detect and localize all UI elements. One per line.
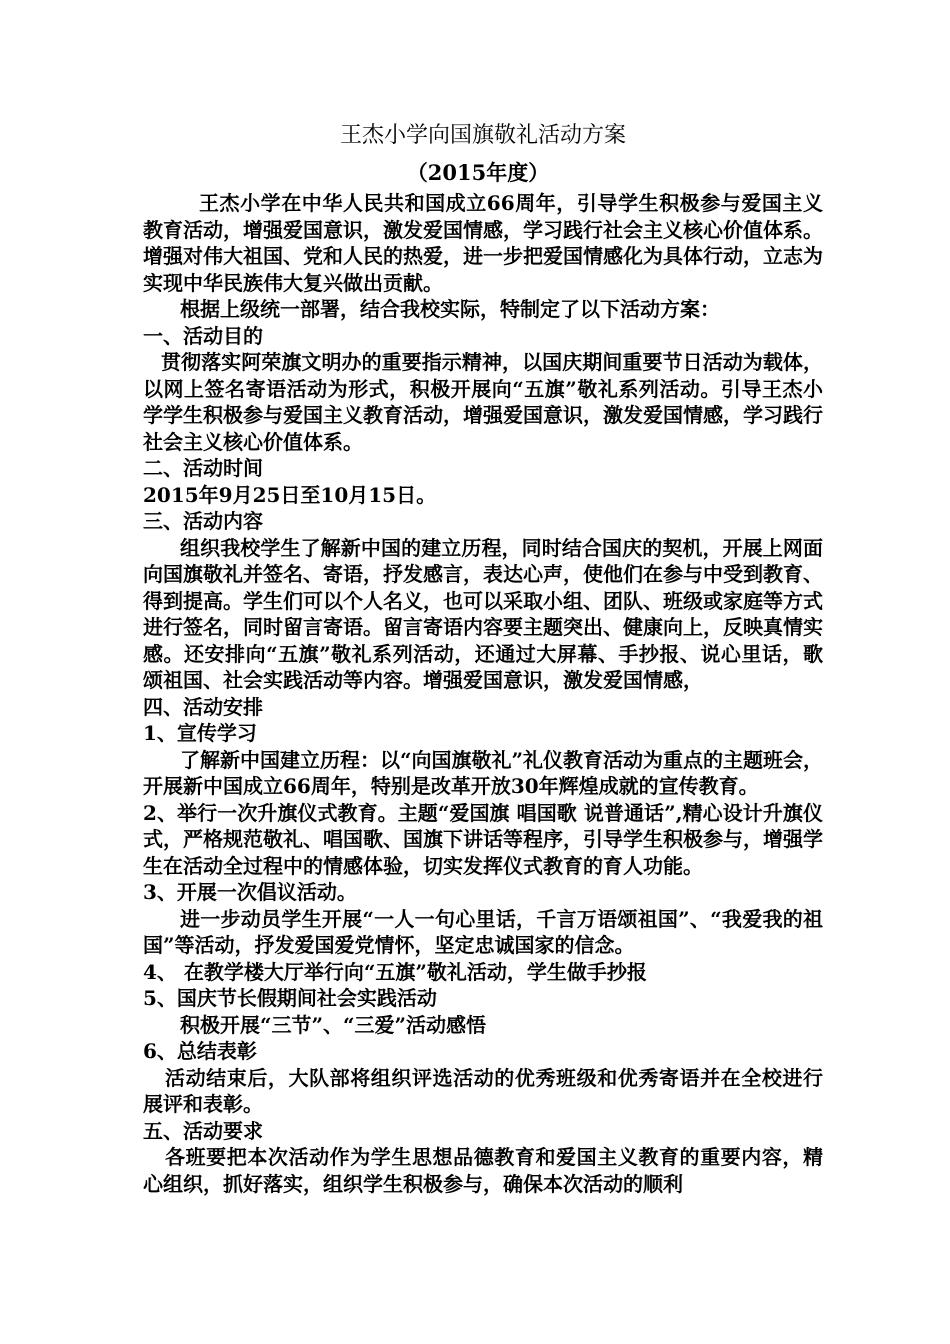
paragraph: 2、举行一次升旗仪式教育。主题“爱国旗 唱国歌 说普通话”,精心设计升旗仪式，严格规范敬礼、唱国歌、国旗下讲话等程序，引导学生积极参与，增强学生在活动全过程中的情感体验，切实发挥仪式教育的育人功能。 — [143, 800, 823, 878]
document-body — [143, 190, 823, 1197]
paragraph: 四、活动安排 — [143, 694, 263, 719]
paragraph: 6、总结表彰 — [143, 1039, 257, 1063]
paragraph: 积极开展“三节”、“三爱”活动感悟 — [180, 1012, 487, 1037]
paragraph: 5、国庆节长假期间社会实践活动 — [143, 986, 437, 1010]
document-page — [143, 118, 823, 1197]
paragraph: 五、活动要求 — [143, 1118, 263, 1143]
document-title: 王杰小学向国旗敬礼活动方案 — [339, 123, 626, 148]
paragraph: 组织我校学生了解新中国的建立历程，同时结合国庆的契机，开展上网面向国旗敬礼并签名、寄语，抒发感言，表达心声，使他们在参与中受到教育、得到提高。学生们可以个人名义，也可以采取小组、团队、班级或家庭等方式进行签名，同时留言寄语。留言寄语内容要主题突出、健康向上，反映真情实感。还安排向“五旗”敬礼系列活动，还通过大屏幕、手抄报、说心里话，歌颂祖国、社会实践活动等内容。增强爱国意识，激发爱国情感， — [143, 535, 823, 692]
paragraph: 一、活动目的 — [143, 323, 263, 348]
paragraph: 活动结束后，大队部将组织评选活动的优秀班级和优秀寄语并在全校进行展评和表彰。 — [143, 1065, 823, 1116]
paragraph: 二、活动时间 — [143, 456, 263, 480]
paragraph: 2015年9月25日至10月15日。 — [143, 482, 437, 507]
paragraph: 根据上级统一部署，结合我校实际，特制定了以下活动方案： — [180, 297, 720, 321]
paragraph: 了解新中国建立历程：以“向国旗敬礼”礼仪教育活动为重点的主题班会，开展新中国成立66周年，特别是改革开放30年辉煌成就的宣传教育。 — [143, 747, 824, 798]
paragraph: 贯彻落实阿荣旗文明办的重要指示精神，以国庆期间重要节日活动为载体，以网上签名寄语活动为形式，积极开展向“五旗”敬礼系列活动。引导王杰小学学生积极参与爱国主义教育活动，增强爱国意识，激发爱国情感，学习践行社会主义核心价值体系。 — [143, 350, 823, 454]
paragraph: 1、宣传学习 — [143, 721, 257, 745]
paragraph: 各班要把本次活动作为学生思想品德教育和爱国主义教育的重要内容，精心组织，抓好落实，组织学生积极参与，确保本次活动的顺利 — [143, 1145, 823, 1196]
paragraph: 王杰小学在中华人民共和国成立66周年，引导学生积极参与爱国主义教育活动，增强爱国意识，激发爱国情感，学习践行社会主义核心价值体系。增强对伟大祖国、党和人民的热爱，进一步把爱国情感化为具体行动，立志为实现中华民族伟大复兴做出贡献。 — [143, 191, 823, 295]
document-subtitle: （2015年度） — [406, 160, 550, 185]
paragraph: 进一步动员学生开展“一人一句心里话，千言万语颂祖国”、“我爱我的祖国”等活动，抒发爱国爱党情怀，坚定忠诚国家的信念。 — [143, 906, 823, 957]
paragraph: 三、活动内容 — [143, 509, 263, 533]
paragraph: 3、开展一次倡议活动。 — [143, 880, 357, 904]
paragraph: 4、 在教学楼大厅举行向“五旗”敬礼活动，学生做手抄报 — [143, 959, 647, 984]
